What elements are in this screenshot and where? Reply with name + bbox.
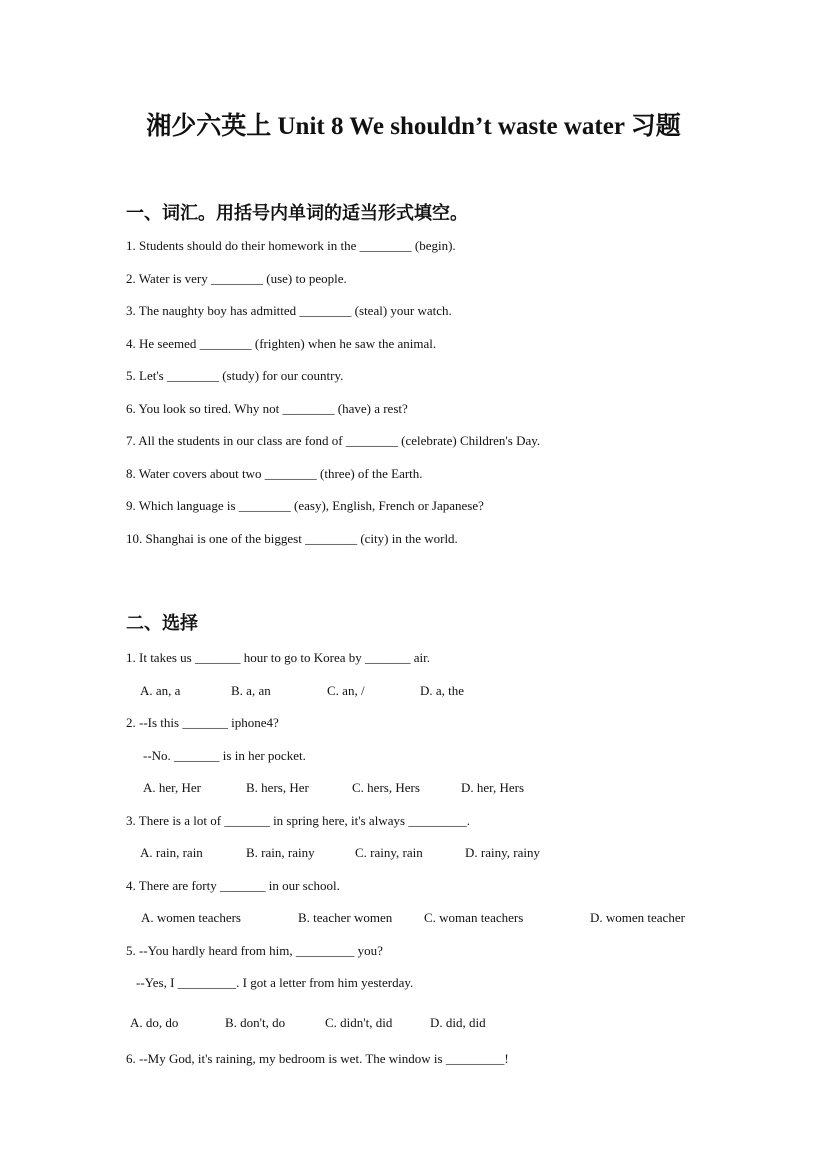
option: A. her, Her xyxy=(143,780,201,795)
section-heading-choice: 二、选择 xyxy=(126,613,198,634)
option: C. woman teachers xyxy=(424,910,524,925)
option: D. did, did xyxy=(430,1015,486,1030)
list-item: 7. All the students in our class are fond of ________ (celebrate) Children's Day. xyxy=(126,433,541,448)
option: C. an, / xyxy=(327,683,365,698)
list-item: 4. He seemed ________ (frighten) when he saw the animal. xyxy=(126,336,437,351)
option: B. rain, rainy xyxy=(246,845,315,860)
list-item: 6. You look so tired. Why not ________ (have) a rest? xyxy=(126,401,408,416)
option: D. her, Hers xyxy=(461,780,525,795)
option: B. hers, Her xyxy=(246,780,309,795)
option: D. women teacher xyxy=(590,910,685,925)
option: C. didn't, did xyxy=(325,1015,393,1030)
question-text: 2. --Is this _______ iphone4? xyxy=(126,715,279,730)
option: B. a, an xyxy=(231,683,271,698)
question-text: 1. It takes us _______ hour to go to Korea by _______ air. xyxy=(126,650,431,665)
question-text: 5. --You hardly heard from him, _________ you? xyxy=(126,943,383,958)
page-title: 湘少六英上 Unit 8 We shouldn’t waste water 习题 xyxy=(146,113,681,140)
list-item: 5. Let's ________ (study) for our country. xyxy=(126,368,344,383)
option: C. hers, Hers xyxy=(352,780,420,795)
question-text: 6. --My God, it's raining, my bedroom is wet. The window is _________! xyxy=(126,1051,509,1066)
option: A. women teachers xyxy=(141,910,241,925)
list-item: 8. Water covers about two ________ (three) of the Earth. xyxy=(126,466,423,481)
question-text-answer: --Yes, I _________. I got a letter from him yesterday. xyxy=(136,975,414,990)
option: C. rainy, rain xyxy=(355,845,423,860)
question-text-answer: --No. _______ is in her pocket. xyxy=(143,748,306,763)
list-item: 2. Water is very ________ (use) to people. xyxy=(126,271,347,286)
option: A. do, do xyxy=(130,1015,179,1030)
list-item: 9. Which language is ________ (easy), English, French or Japanese? xyxy=(126,498,484,513)
option: B. don't, do xyxy=(225,1015,286,1030)
list-item: 1. Students should do their homework in the ________ (begin). xyxy=(126,238,456,253)
option: A. an, a xyxy=(140,683,181,698)
list-item: 10. Shanghai is one of the biggest ________ (city) in the world. xyxy=(126,531,458,546)
question-text: 4. There are forty _______ in our school. xyxy=(126,878,340,893)
option: B. teacher women xyxy=(298,910,393,925)
section-heading-vocabulary: 一、词汇。用括号内单词的适当形式填空。 xyxy=(126,203,468,224)
option: D. rainy, rainy xyxy=(465,845,540,860)
question-text: 3. There is a lot of _______ in spring here, it's always _________. xyxy=(126,813,471,828)
option: A. rain, rain xyxy=(140,845,203,860)
option: D. a, the xyxy=(420,683,465,698)
list-item: 3. The naughty boy has admitted ________ (steal) your watch. xyxy=(126,303,452,318)
